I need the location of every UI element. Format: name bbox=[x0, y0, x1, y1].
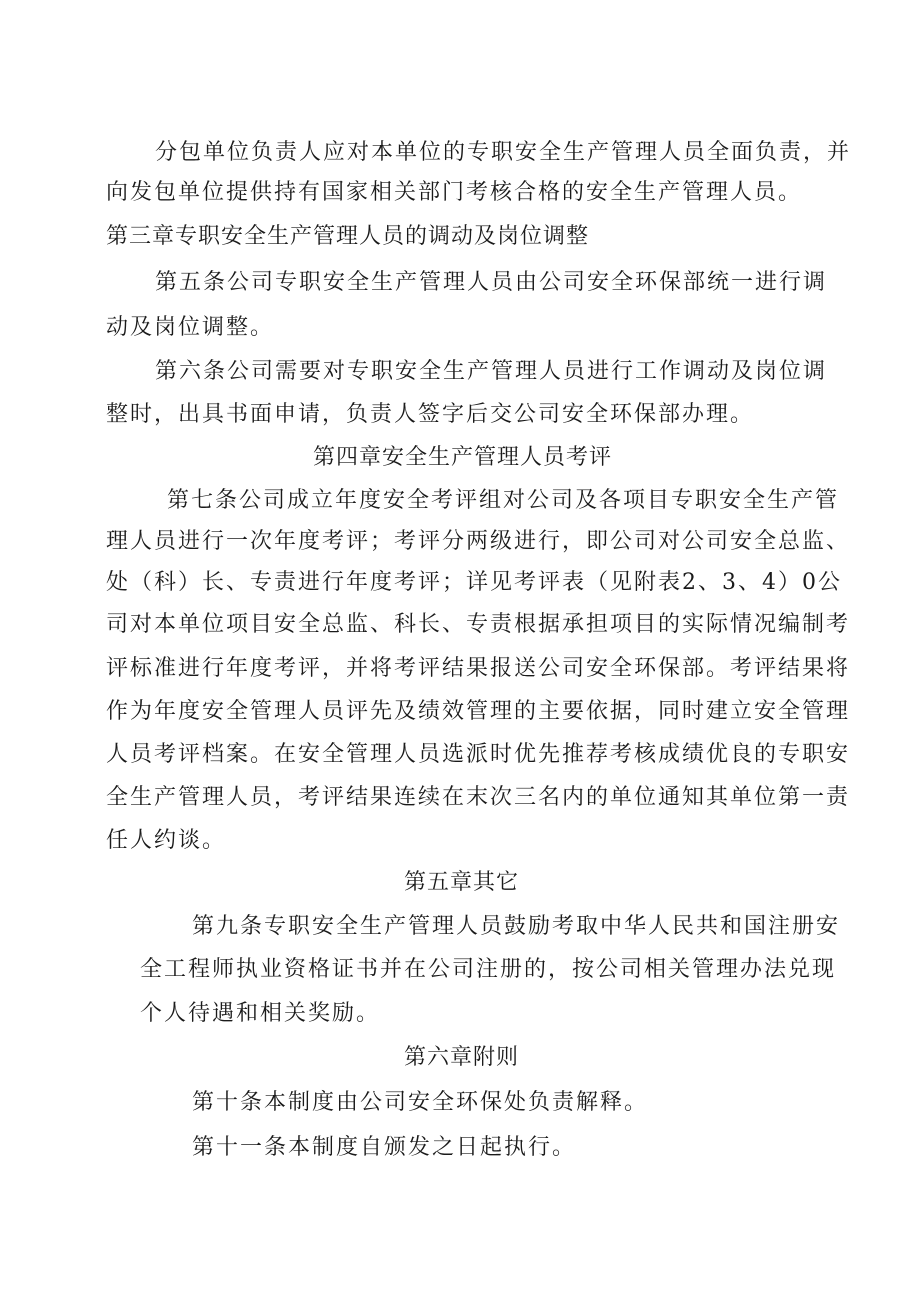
article-7-line-9: 任人约谈。 bbox=[106, 828, 227, 853]
chapter-4-title: 第四章安全生产管理人员考评 bbox=[313, 445, 613, 470]
article-7-line-1: 第七条公司成立年度安全考评组对公司及各项目专职安全生产管 bbox=[167, 488, 840, 513]
article-9-line-1: 第九条专职安全生产管理人员鼓励考取中华人民共和国注册安 bbox=[192, 914, 841, 939]
chapter-6-title: 第六章附则 bbox=[404, 1045, 520, 1070]
chapter-5-title: 第五章其它 bbox=[404, 870, 520, 895]
article-5-line-1: 第五条公司专职安全生产管理人员由公司安全环保部统一进行调 bbox=[155, 270, 828, 295]
para1-line-1: 分包单位负责人应对本单位的专职安全生产管理人员全面负责，并 bbox=[155, 140, 852, 165]
article-9-line-2: 全工程师执业资格证书并在公司注册的，按公司相关管理办法兑现 bbox=[140, 957, 837, 982]
article-7-line-3: 处（科）长、专责进行年度考评；详见考评表（见附表2、3、4）0公 bbox=[106, 570, 842, 595]
article-7-line-2: 理人员进行一次年度考评；考评分两级进行，即公司对公司安全总监、 bbox=[106, 529, 851, 554]
article-7-line-5: 评标准进行年度考评，并将考评结果报送公司安全环保部。考评结果将 bbox=[106, 656, 851, 681]
article-5-line-2: 动及岗位调整。 bbox=[106, 315, 275, 340]
article-7-line-6: 作为年度安全管理人员评先及绩效管理的主要依据，同时建立安全管理 bbox=[106, 699, 851, 724]
chapter-3-title: 第三章专职安全生产管理人员的调动及岗位调整 bbox=[106, 224, 590, 249]
article-7-line-8: 全生产管理人员，考评结果连续在末次三名内的单位通知其单位第一责 bbox=[106, 785, 851, 810]
article-10: 第十条本制度由公司安全环保处负责解释。 bbox=[192, 1090, 649, 1115]
article-9-line-3: 个人待遇和相关奖励。 bbox=[140, 1001, 381, 1026]
article-6-line-1: 第六条公司需要对专职安全生产管理人员进行工作调动及岗位调 bbox=[155, 359, 828, 384]
article-6-line-2: 整时，出具书面申请，负责人签字后交公司安全环保部办理。 bbox=[106, 402, 755, 427]
para1-line-2: 向发包单位提供持有国家相关部门考核合格的安全生产管理人员。 bbox=[106, 180, 803, 205]
article-7-line-7: 人员考评档案。在安全管理人员选派时优先推荐考核成绩优良的专职安 bbox=[106, 742, 851, 767]
article-11: 第十一条本制度自颁发之日起执行。 bbox=[192, 1135, 577, 1160]
article-7-line-4: 司对本单位项目安全总监、科长、专责根据承担项目的实际情况编制考 bbox=[106, 612, 851, 637]
